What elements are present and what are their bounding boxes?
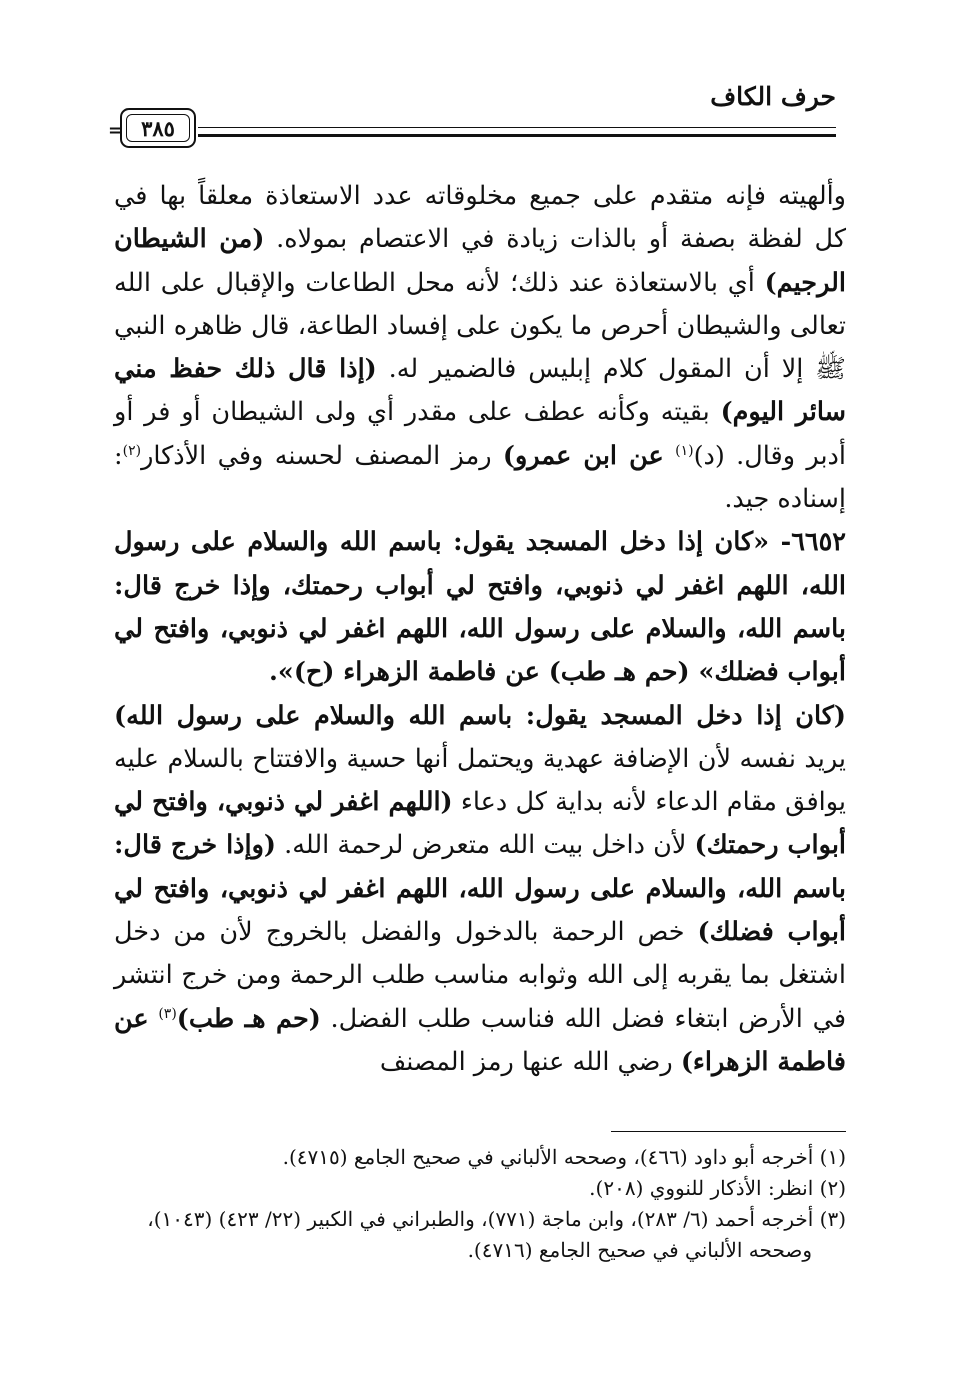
- footnote-ref-1[interactable]: (١): [675, 442, 694, 459]
- text-run: [664, 441, 675, 471]
- quoted-phrase: (إذا قال ذلك حفظ مني سائر اليوم): [114, 354, 846, 428]
- text-run: يريد نفسه لأن الإضافة عهدية ويحتمل أنها حسية والافتتاح بالسلام عليه يوافق مقام الدعاء لأنه بداية كل دعاء: [114, 743, 846, 818]
- quoted-phrase: (حم هـ طب): [176, 1003, 321, 1034]
- footnote-ref-2[interactable]: (٢): [122, 442, 142, 459]
- footnote-ref-3[interactable]: (٣): [158, 1005, 177, 1022]
- hadith-text: ٦٦٥٢- «كان إذا دخل المسجد يقول: باسم الله والسلام على رسول الله، اللهم اغفر لي ذنوبي، وافتح لي أبواب رحمتك، وإذا خرج قال: باسم الله، والسلام على رسول الله، اللهم اغفر لي ذنوبي، وافتح لي أبواب فضلك» (حم هـ طب) عن فاطمة الزهراء (ح)».: [114, 527, 846, 688]
- commentary-paragraph-1: [114, 175, 846, 521]
- footnote-2: (٢) انظر: الأذكار للنووي (٢٠٨).: [589, 1176, 846, 1200]
- footnote-separator: [611, 1131, 846, 1132]
- text-run: [149, 1004, 159, 1034]
- text-run: أي بالاستعاذة عند ذلك؛ لأنه محل الطاعات والإقبال على الله تعالى والشيطان أحرص ما يكون على إفساد الطاعة، قال ظاهره النبي ﷺ إلا أن المقول كلام إبليس فالضمير له.: [114, 267, 846, 385]
- text-run: : إسناده جيد.: [114, 440, 846, 515]
- text-run: رضي الله عنها رمز المصنف: [379, 1046, 681, 1077]
- quoted-phrase: (من الشيطان الرجيم): [114, 224, 846, 298]
- footnotes: [114, 1142, 846, 1266]
- page-number-frame: [120, 108, 196, 148]
- footnote-1: (١) أخرجه أبو داود (٤٦٦)، وصححه الألباني في صحيح الجامع (٤٧١٥).: [282, 1145, 846, 1169]
- header-rule-thin: [198, 127, 836, 128]
- quoted-phrase: (وإذا خرج قال: باسم الله، والسلام على رسول الله، اللهم اغفر لي ذنوبي، وافتح لي أبواب فضلك): [114, 830, 846, 948]
- running-header-title: حرف الكاف: [710, 82, 836, 111]
- page-number: ٣٨٥: [141, 116, 175, 141]
- footnote-3: (٣) أخرجه أحمد (٦/ ٢٨٣)، وابن ماجة (٧٧١)، والطبراني في الكبير (٢٢/ ٤٢٣) (١٠٤٣)،: [147, 1207, 846, 1231]
- text-run: خص الرحمة بالدخول والفضل بالخروج لأن من دخل اشتغل بما يقربه إلى الله وثوابه مناسب طلب الرحمة ومن خرج انتشر في الأرض ابتغاء فضل الله فناسب طلب الفضل.: [114, 917, 847, 1034]
- header-rule-thick: [198, 134, 836, 137]
- page-number-mark: =: [108, 120, 124, 141]
- quoted-phrase: عن ابن عمرو): [502, 440, 664, 471]
- quoted-phrase: (كان إذا دخل المسجد يقول: باسم الله والسلام على رسول الله): [114, 700, 846, 731]
- quoted-phrase: (اللهم اغفر لي ذنوبي، وافتح لي أبواب رحمتك): [114, 787, 847, 861]
- text-run: وألهيته فإنه متقدم على جميع مخلوقاته عدد الاستعاذة معلقاً بها في كل لفظة بصفة أو بالذات زيادة في الاعتصام بمولاه.: [114, 181, 846, 255]
- main-text: [114, 175, 846, 1084]
- text-run: لأن داخل بيت الله متعرض لرحمة الله.: [275, 830, 695, 861]
- quoted-phrase: عن فاطمة الزهراء): [114, 1003, 846, 1077]
- text-run: رمز المصنف لحسنه وفي الأذكار: [141, 440, 503, 471]
- commentary-paragraph-2: [114, 695, 846, 1085]
- footnote-3-continued: وصححه الألباني في صحيح الجامع (٤٧١٦).: [467, 1238, 812, 1262]
- text-run: بقيته وكأنه عطف على مقدر أي ولى الشيطان أو فر أو أدبر وقال. (د): [114, 397, 846, 471]
